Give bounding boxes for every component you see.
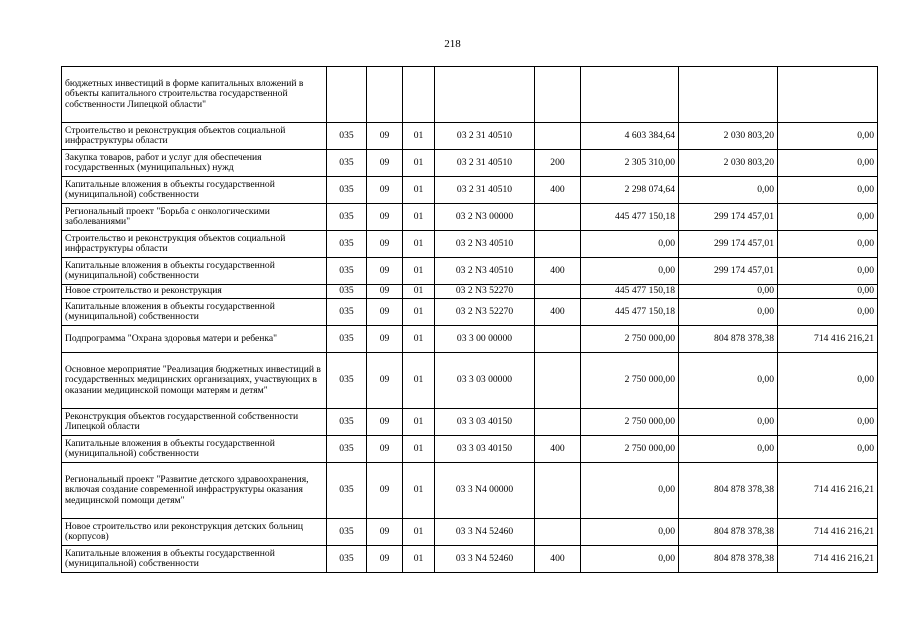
table-row: [62, 326, 878, 353]
cell-expense-type: [535, 67, 581, 123]
cell-section: 09: [367, 150, 403, 177]
cell-admin-code: 035: [327, 326, 367, 353]
budget-table: [61, 66, 878, 573]
cell-amount-year-1: 0,00: [581, 258, 679, 285]
cell-amount-year-3: 0,00: [778, 436, 878, 463]
cell-section: 09: [367, 231, 403, 258]
cell-amount-year-3: 0,00: [778, 353, 878, 409]
table-row: [62, 519, 878, 546]
cell-amount-year-2: 2 030 803,20: [679, 123, 778, 150]
cell-amount-year-3: 0,00: [778, 123, 878, 150]
cell-amount-year-1: [581, 67, 679, 123]
cell-amount-year-2: 0,00: [679, 177, 778, 204]
table-row: [62, 231, 878, 258]
cell-section: [367, 67, 403, 123]
cell-name: Закупка товаров, работ и услуг для обеспечения государственных (муниципальных) нужд: [62, 150, 327, 177]
cell-target-article: 03 2 N3 00000: [435, 204, 535, 231]
cell-subsection: 01: [403, 326, 435, 353]
cell-section: 09: [367, 546, 403, 573]
cell-admin-code: 035: [327, 546, 367, 573]
cell-section: 09: [367, 326, 403, 353]
cell-target-article: 03 2 N3 40510: [435, 231, 535, 258]
cell-section: 09: [367, 123, 403, 150]
cell-admin-code: 035: [327, 285, 367, 299]
cell-amount-year-1: 0,00: [581, 231, 679, 258]
cell-target-article: 03 2 N3 52270: [435, 285, 535, 299]
table-row: [62, 285, 878, 299]
cell-expense-type: [535, 231, 581, 258]
table-row: [62, 546, 878, 573]
cell-target-article: 03 3 N4 00000: [435, 463, 535, 519]
cell-section: 09: [367, 299, 403, 326]
cell-amount-year-1: 445 477 150,18: [581, 285, 679, 299]
cell-amount-year-3: 714 416 216,21: [778, 326, 878, 353]
cell-name: бюджетных инвестиций в форме капитальных вложений в объекты капитального строительства государственной собственности Липецкой области": [62, 67, 327, 123]
cell-name: Новое строительство и реконструкция: [62, 285, 327, 299]
cell-name: Капитальные вложения в объекты государственной (муниципальной) собственности: [62, 258, 327, 285]
cell-amount-year-3: 0,00: [778, 299, 878, 326]
cell-admin-code: 035: [327, 150, 367, 177]
cell-expense-type: 200: [535, 150, 581, 177]
cell-target-article: 03 3 N4 52460: [435, 519, 535, 546]
cell-admin-code: 035: [327, 123, 367, 150]
cell-name: Строительство и реконструкция объектов социальной инфраструктуры области: [62, 123, 327, 150]
cell-amount-year-2: 804 878 378,38: [679, 326, 778, 353]
cell-expense-type: 400: [535, 258, 581, 285]
cell-admin-code: [327, 67, 367, 123]
cell-amount-year-1: 0,00: [581, 546, 679, 573]
table-row: [62, 436, 878, 463]
cell-subsection: 01: [403, 436, 435, 463]
cell-amount-year-3: 0,00: [778, 204, 878, 231]
cell-expense-type: [535, 285, 581, 299]
cell-admin-code: 035: [327, 353, 367, 409]
cell-target-article: 03 2 31 40510: [435, 123, 535, 150]
cell-amount-year-2: 0,00: [679, 353, 778, 409]
cell-subsection: 01: [403, 353, 435, 409]
cell-subsection: 01: [403, 258, 435, 285]
cell-amount-year-3: 0,00: [778, 231, 878, 258]
cell-expense-type: [535, 326, 581, 353]
cell-amount-year-2: 804 878 378,38: [679, 519, 778, 546]
cell-section: 09: [367, 204, 403, 231]
cell-subsection: 01: [403, 546, 435, 573]
cell-expense-type: 400: [535, 177, 581, 204]
cell-admin-code: 035: [327, 463, 367, 519]
cell-subsection: 01: [403, 123, 435, 150]
cell-amount-year-2: 0,00: [679, 285, 778, 299]
cell-amount-year-2: 299 174 457,01: [679, 258, 778, 285]
cell-admin-code: 035: [327, 177, 367, 204]
cell-subsection: 01: [403, 409, 435, 436]
cell-amount-year-1: 2 750 000,00: [581, 353, 679, 409]
cell-amount-year-2: 804 878 378,38: [679, 546, 778, 573]
cell-admin-code: 035: [327, 299, 367, 326]
table-row: [62, 409, 878, 436]
cell-admin-code: 035: [327, 231, 367, 258]
cell-amount-year-1: 4 603 384,64: [581, 123, 679, 150]
cell-target-article: 03 3 00 00000: [435, 326, 535, 353]
cell-expense-type: [535, 409, 581, 436]
cell-amount-year-1: 445 477 150,18: [581, 204, 679, 231]
cell-amount-year-2: 2 030 803,20: [679, 150, 778, 177]
cell-name: Основное мероприятие "Реализация бюджетных инвестиций в государственных медицинских организациях, участвующих в оказании медицинской помощи матерям и детям": [62, 353, 327, 409]
cell-expense-type: [535, 353, 581, 409]
table-row: [62, 204, 878, 231]
cell-admin-code: 035: [327, 519, 367, 546]
cell-admin-code: 035: [327, 436, 367, 463]
cell-expense-type: 400: [535, 436, 581, 463]
cell-amount-year-3: 0,00: [778, 150, 878, 177]
cell-admin-code: 035: [327, 258, 367, 285]
cell-amount-year-3: [778, 67, 878, 123]
cell-section: 09: [367, 409, 403, 436]
cell-subsection: 01: [403, 177, 435, 204]
cell-amount-year-1: 0,00: [581, 519, 679, 546]
cell-expense-type: [535, 519, 581, 546]
page-number: 218: [444, 38, 461, 50]
cell-subsection: 01: [403, 519, 435, 546]
cell-target-article: 03 2 N3 52270: [435, 299, 535, 326]
cell-amount-year-3: 0,00: [778, 258, 878, 285]
cell-amount-year-1: 445 477 150,18: [581, 299, 679, 326]
cell-section: 09: [367, 463, 403, 519]
cell-target-article: 03 2 31 40510: [435, 150, 535, 177]
cell-amount-year-2: 0,00: [679, 436, 778, 463]
cell-amount-year-2: 299 174 457,01: [679, 204, 778, 231]
table-row: [62, 258, 878, 285]
cell-amount-year-3: 714 416 216,21: [778, 519, 878, 546]
table-row: [62, 150, 878, 177]
cell-target-article: [435, 67, 535, 123]
cell-subsection: 01: [403, 299, 435, 326]
cell-section: 09: [367, 519, 403, 546]
cell-admin-code: 035: [327, 204, 367, 231]
cell-subsection: 01: [403, 204, 435, 231]
cell-target-article: 03 3 N4 52460: [435, 546, 535, 573]
table-row: [62, 67, 878, 123]
cell-target-article: 03 3 03 00000: [435, 353, 535, 409]
cell-amount-year-2: 0,00: [679, 299, 778, 326]
cell-admin-code: 035: [327, 409, 367, 436]
cell-subsection: 01: [403, 231, 435, 258]
cell-expense-type: 400: [535, 299, 581, 326]
cell-amount-year-2: 804 878 378,38: [679, 463, 778, 519]
cell-expense-type: [535, 463, 581, 519]
cell-name: Реконструкция объектов государственной собственности Липецкой области: [62, 409, 327, 436]
cell-expense-type: 400: [535, 546, 581, 573]
cell-amount-year-3: 0,00: [778, 177, 878, 204]
cell-amount-year-1: 2 750 000,00: [581, 436, 679, 463]
cell-amount-year-2: 299 174 457,01: [679, 231, 778, 258]
cell-section: 09: [367, 258, 403, 285]
cell-amount-year-2: 0,00: [679, 409, 778, 436]
cell-section: 09: [367, 436, 403, 463]
cell-amount-year-1: 2 750 000,00: [581, 409, 679, 436]
cell-expense-type: [535, 123, 581, 150]
cell-expense-type: [535, 204, 581, 231]
cell-amount-year-3: 714 416 216,21: [778, 546, 878, 573]
cell-amount-year-3: 714 416 216,21: [778, 463, 878, 519]
cell-name: Капитальные вложения в объекты государственной (муниципальной) собственности: [62, 546, 327, 573]
cell-name: Подпрограмма "Охрана здоровья матери и ребенка": [62, 326, 327, 353]
cell-target-article: 03 2 31 40510: [435, 177, 535, 204]
table-row: [62, 123, 878, 150]
cell-amount-year-1: 2 750 000,00: [581, 326, 679, 353]
cell-name: Капитальные вложения в объекты государственной (муниципальной) собственности: [62, 436, 327, 463]
cell-amount-year-1: 0,00: [581, 463, 679, 519]
cell-subsection: 01: [403, 150, 435, 177]
cell-amount-year-3: 0,00: [778, 285, 878, 299]
cell-target-article: 03 3 03 40150: [435, 409, 535, 436]
cell-target-article: 03 2 N3 40510: [435, 258, 535, 285]
cell-amount-year-1: 2 298 074,64: [581, 177, 679, 204]
cell-section: 09: [367, 285, 403, 299]
cell-name: Региональный проект "Развитие детского здравоохранения, включая создание современной инфраструктуры оказания медицинской помощи детям": [62, 463, 327, 519]
cell-amount-year-2: [679, 67, 778, 123]
table-row: [62, 353, 878, 409]
cell-subsection: 01: [403, 463, 435, 519]
cell-name: Капитальные вложения в объекты государственной (муниципальной) собственности: [62, 177, 327, 204]
cell-section: 09: [367, 353, 403, 409]
cell-section: 09: [367, 177, 403, 204]
table-row: [62, 463, 878, 519]
cell-target-article: 03 3 03 40150: [435, 436, 535, 463]
cell-name: Региональный проект "Борьба с онкологическими заболеваниями": [62, 204, 327, 231]
cell-name: Новое строительство или реконструкция детских больниц (корпусов): [62, 519, 327, 546]
cell-name: Капитальные вложения в объекты государственной (муниципальной) собственности: [62, 299, 327, 326]
cell-amount-year-3: 0,00: [778, 409, 878, 436]
cell-amount-year-1: 2 305 310,00: [581, 150, 679, 177]
table-row: [62, 299, 878, 326]
cell-subsection: 01: [403, 285, 435, 299]
table-row: [62, 177, 878, 204]
cell-name: Строительство и реконструкция объектов социальной инфраструктуры области: [62, 231, 327, 258]
cell-subsection: [403, 67, 435, 123]
